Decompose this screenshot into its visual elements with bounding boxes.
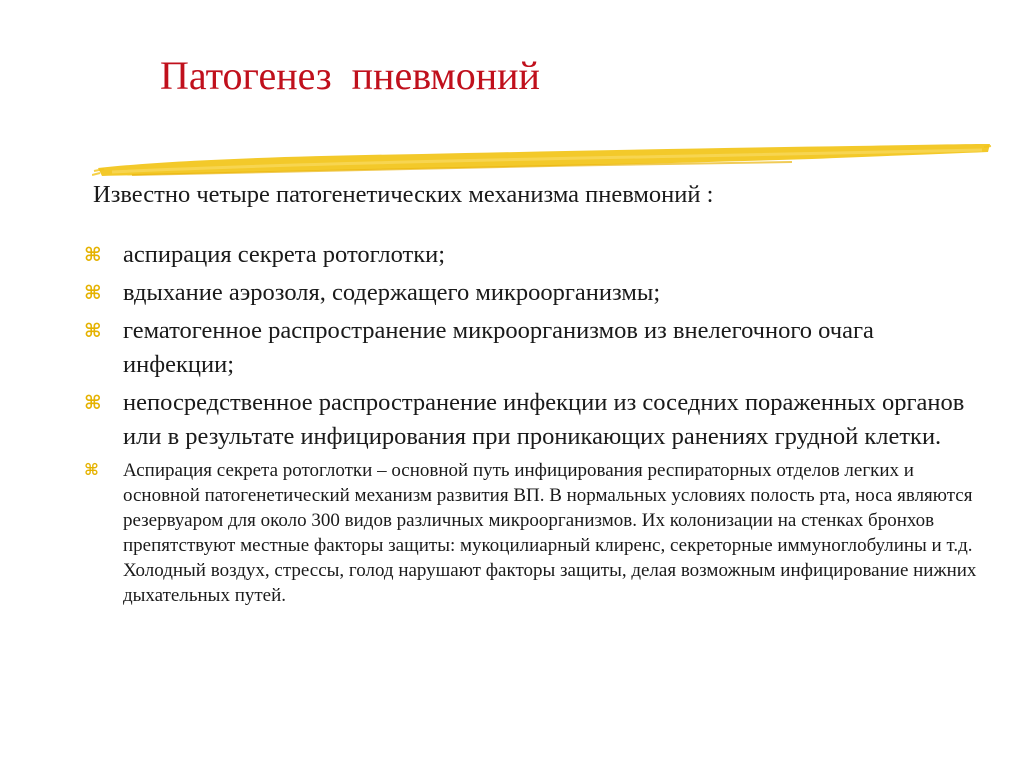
bullet-list <box>84 238 984 608</box>
slide-title: Патогенез пневмоний <box>160 53 540 98</box>
place-of-interest-icon: ⌘ <box>84 244 102 266</box>
list-item <box>84 386 984 454</box>
list-item <box>84 314 984 382</box>
note-text: Аспирация секрета ротоглотки – основной путь инфицирования респираторных отделов легких и основной патогенетический механизм развития ВП. В нормальных условиях полость рта, носа являются резервуаром для около 300 видов различных микроорганизмов. Их колонизации на стенках бронхов препятствуют местные факторы защиты: мукоцилиарный клиренс, секреторные иммуноглобулины и т.д. Холодный воздух, стрессы, голод нарушают факторы защиты, делая возможным инфицирование нижних дыхательных путей. <box>123 460 977 606</box>
bullet-text: непосредственное распространение инфекции из соседних пораженных органов или в результате инфицирования при проникающих ранениях грудной клетки. <box>123 389 965 450</box>
list-item <box>84 276 984 310</box>
bullet-text: гематогенное распространение микроорганизмов из внелегочного очага инфекции; <box>123 317 874 378</box>
place-of-interest-icon: ⌘ <box>84 460 99 479</box>
note-paragraph <box>84 458 984 608</box>
place-of-interest-icon: ⌘ <box>84 392 102 414</box>
bullet-text: вдыхание аэрозоля, содержащего микроорганизмы; <box>123 279 661 306</box>
place-of-interest-icon: ⌘ <box>84 320 102 342</box>
place-of-interest-icon: ⌘ <box>84 282 102 304</box>
intro-text: Известно четыре патогенетических механизма пневмоний : <box>93 181 714 208</box>
bullet-text: аспирация секрета ротоглотки; <box>123 241 446 268</box>
list-item <box>84 238 984 272</box>
